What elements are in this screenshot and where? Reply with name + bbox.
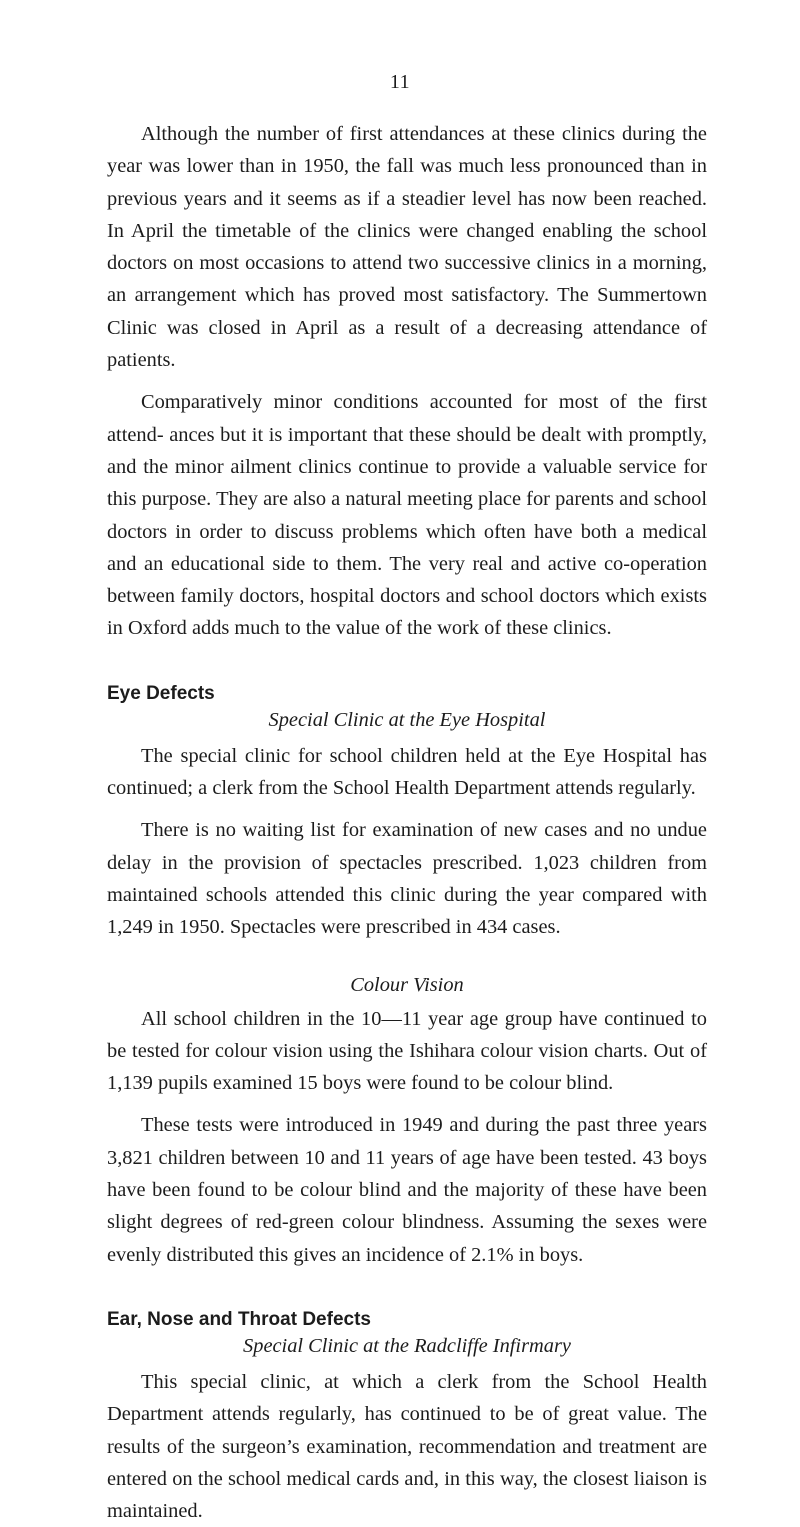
page-content [107,118,707,1527]
page-number: 11 [389,71,411,93]
ent-defects-heading: Ear, Nose and Throat Defects [107,1308,371,1330]
intro-paragraph-2: Comparatively minor conditions accounted for most of the first attend- ances but it is important that these should be dealt with promptly, and the minor ailment clinics continue to provide a valuable service for this purpose. They are also a natural meeting place for parents and school doctors in order to discuss problems which often have both a medical and an educational side to them. The very real and active co-operation between family doctors, hospital doctors and school doctors which exists in Oxford adds much to the value of the work of these clinics. [107,391,707,640]
eye-defects-paragraph-1: The special clinic for school children held at the Eye Hospital has continued; a clerk from the School Health Department attends regularly. [107,744,707,800]
ent-defects-subheading: Special Clinic at the Radcliffe Infirmary [243,1334,571,1357]
eye-defects-heading: Eye Defects [107,682,215,704]
ent-defects-paragraph-1: This special clinic, at which a clerk from the School Health Department attends regularly, has continued to be of great value. The results of the surgeon’s examination, recommendation and treatment are entered on the school medical cards and, in this way, the closest liaison is maintained. [107,1370,707,1523]
eye-defects-paragraph-2: There is no waiting list for examination of new cases and no undue delay in the provision of spectacles prescribed. 1,023 children from maintained schools attended this clinic during the year compared with 1,249 in 1950. Spectacles were prescribed in 434 cases. [107,819,707,939]
colour-vision-paragraph-2: These tests were introduced in 1949 and during the past three years 3,821 children between 10 and 11 years of age have been tested. 43 boys have been found to be colour blind and the majority of these have been slight degrees of red-green colour blindness. Assuming the sexes were evenly distributed this gives an incidence of 2.1% in boys. [107,1114,707,1266]
colour-vision-subheading: Colour Vision [350,973,464,996]
intro-paragraph-1: Although the number of first attendances at these clinics during the year was lower than in 1950, the fall was much less pronounced than in previous years and it seems as if a steadier level has now been reached. In April the timetable of the clinics were changed enabling the school doctors on most occasions to attend two successive clinics in a morning, an arrangement which has proved most satisfactory. The Summertown Clinic was closed in April as a result of a decreasing attendance of patients. [107,123,707,372]
colour-vision-paragraph-1: All school children in the 10—11 year age group have continued to be tested for colour vision using the Ishihara colour vision charts. Out of 1,139 pupils examined 15 boys were found to be colour blind. [107,1007,707,1095]
eye-defects-subheading: Special Clinic at the Eye Hospital [268,708,546,731]
